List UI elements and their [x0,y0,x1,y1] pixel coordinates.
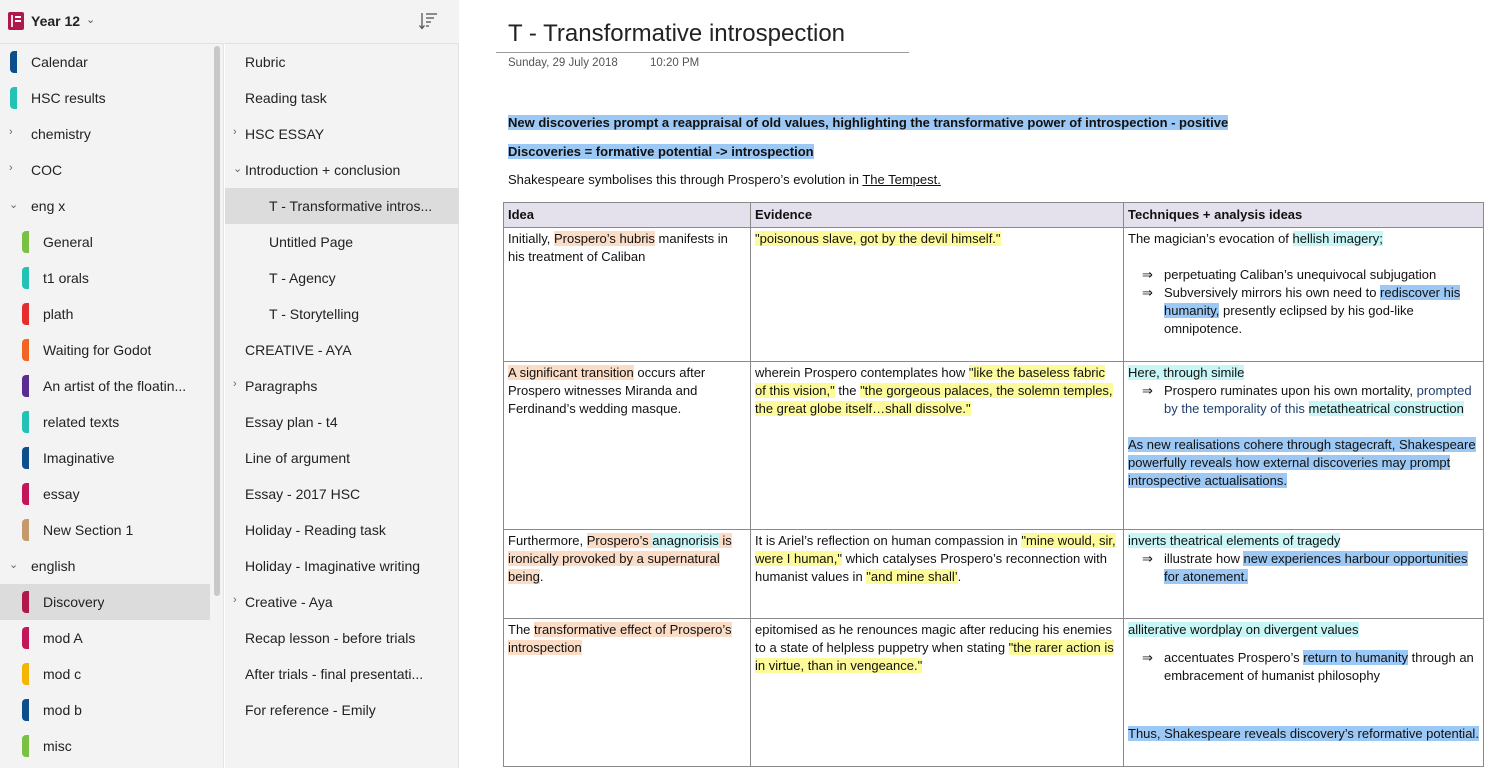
page-item-untitled-page[interactable] [225,224,459,260]
page-label: HSC ESSAY [245,126,325,142]
section-label: mod c [43,666,82,682]
chevron-down-icon[interactable]: ⌄ [86,14,96,26]
section-item-related-texts[interactable] [0,404,210,440]
notebook-icon [8,12,24,30]
page-item-paragraphs[interactable] [225,368,459,404]
page-label: Rubric [245,54,286,70]
page-item-holiday-reading-task[interactable] [225,512,459,548]
section-color-tab [22,591,29,613]
section-color-tab [22,663,29,685]
page-item-after-trials-final-presentati[interactable] [225,656,459,692]
section-item-new-section-1[interactable] [0,512,210,548]
cell-techniques[interactable]: inverts theatrical elements of tragedy ⇒ illustrate how new experiences harbour opportunities for atonement. [1124,530,1484,619]
cell-techniques[interactable]: alliterative wordplay on divergent values ⇒ accentuates Prospero’s return to humanity through an embracement of humanist philosophy Thus, Shakespeare reveals discovery’s reformative potential. [1124,619,1484,767]
section-label: misc [43,738,72,754]
section-item-discovery[interactable] [0,584,210,620]
section-label: chemistry [31,126,91,142]
page-label: T - Storytelling [269,306,359,322]
page-item-holiday-imaginative-writing[interactable] [225,548,459,584]
section-label: mod A [43,630,83,646]
page-label: Creative - Aya [245,594,333,610]
page-label: Holiday - Reading task [245,522,386,538]
chevron-right-icon[interactable]: › [233,126,237,138]
page-label: Reading task [245,90,327,106]
section-color-tab [22,483,29,505]
thesis-text: New discoveries prompt a reappraisal of old values, highlighting the transformative power of introspection - positive [508,115,1229,130]
arrow-icon: ⇒ [1142,551,1153,566]
section-item-general[interactable] [0,224,210,260]
section-item-english[interactable] [0,548,210,584]
page-item-line-of-argument[interactable] [225,440,459,476]
page-label: Essay plan - t4 [245,414,338,430]
arrow-icon: ⇒ [1142,267,1153,282]
page-item-recap-lesson-before-trials[interactable] [225,620,459,656]
chevron-right-icon[interactable]: › [233,378,237,390]
table-header-row [504,203,1484,228]
page-item-reading-task[interactable] [225,80,459,116]
section-item-waiting-for-godot[interactable] [0,332,210,368]
page-item-t-storytelling[interactable] [225,296,459,332]
page-item-creative-aya[interactable] [225,584,459,620]
cell-evidence[interactable]: epitomised as he renounces magic after reducing his enemies to a state of helpless puppetry when stating "the rarer action is in virtue, than in vengeance." [751,619,1124,767]
page-label: Introduction + conclusion [245,162,401,178]
section-label: COC [31,162,63,178]
chevron-right-icon[interactable]: › [9,126,13,138]
section-label: essay [43,486,80,502]
page-item-introduction-conclusion[interactable] [225,152,459,188]
section-label: english [31,558,76,574]
header-evidence: Evidence [751,203,1124,228]
section-color-tab [22,375,29,397]
table-row [504,530,1484,619]
section-label: t1 orals [43,270,89,286]
section-color-tab [22,699,29,721]
section-color-tab [22,231,29,253]
section-item-an-artist-of-the-floatin[interactable] [0,368,210,404]
arrow-icon: ⇒ [1142,285,1153,300]
chevron-right-icon[interactable]: › [9,162,13,174]
page-time: 10:20 PM [650,57,700,69]
page-item-rubric[interactable] [225,44,459,80]
table-row [504,619,1484,767]
title-underline [496,52,909,53]
thesis-line[interactable] [508,115,1228,130]
section-label: Imaginative [43,450,115,466]
section-label: Waiting for Godot [43,342,152,358]
discovery-line[interactable] [508,144,814,159]
notebook-title[interactable]: Year 12 [31,13,81,29]
section-item-mod-c[interactable] [0,656,210,692]
cell-evidence[interactable]: It is Ariel’s reflection on human compassion in "mine would, sir, were I human," which catalyses Prospero’s reconnection with humanist values in "and mine shall’. [751,530,1124,619]
page-item-t-agency[interactable] [225,260,459,296]
header-techniques: Techniques + analysis ideas [1124,203,1484,228]
cell-idea[interactable]: Initially, Prospero’s hubris manifests in his treatment of Caliban [504,228,751,362]
section-label: mod b [43,702,82,718]
page-label: T - Transformative intros... [269,198,433,214]
section-color-tab [10,51,17,73]
section-color-tab [22,735,29,757]
sort-icon[interactable] [419,11,439,31]
page-content[interactable] [460,0,1489,768]
section-color-tab [22,519,29,541]
section-item-essay[interactable] [0,476,210,512]
section-list [0,44,210,768]
cell-techniques[interactable]: The magician’s evocation of hellish imagery; ⇒ perpetuating Caliban’s unequivocal subjugation ⇒ Subversively mirrors his own need to rediscover his humanity, presently eclipsed by his god-like omnipotence. [1124,228,1484,362]
page-label: Paragraphs [245,378,318,394]
intro-line[interactable] [508,172,941,187]
section-label: HSC results [31,90,106,106]
section-color-tab [22,411,29,433]
table-row [504,228,1484,362]
chevron-down-icon[interactable]: ⌄ [9,559,19,571]
page-item-for-reference-emily[interactable] [225,692,459,728]
section-item-hsc-results[interactable] [0,80,210,116]
chevron-down-icon[interactable]: ⌄ [9,199,19,211]
scrollbar-thumb[interactable] [214,46,220,596]
section-item-eng-x[interactable] [0,188,210,224]
section-item-chemistry[interactable] [0,116,210,152]
page-label: Essay - 2017 HSC [245,486,361,502]
section-color-tab [22,267,29,289]
section-item-coc[interactable] [0,152,210,188]
page-item-creative-aya[interactable] [225,332,459,368]
page-item-essay-2017-hsc[interactable] [225,476,459,512]
text-title: The Tempest. [862,172,941,187]
section-label: related texts [43,414,120,430]
section-item-imaginative[interactable] [0,440,210,476]
page-label: Recap lesson - before trials [245,630,416,646]
arrow-icon: ⇒ [1142,383,1153,398]
page-label: For reference - Emily [245,702,376,718]
section-color-tab [22,627,29,649]
discovery-text: Discoveries = formative potential -> introspection [508,144,814,159]
page-label: CREATIVE - AYA [245,342,352,358]
cell-techniques[interactable]: Here, through simile ⇒ Prospero ruminates upon his own mortality, prompted by the temporality of this metatheatrical construction As new realisations cohere through stagecraft, Shakespeare powerfully reveals how external discoveries may prompt introspective actualisations. [1124,362,1484,530]
section-color-tab [22,339,29,361]
section-label: Calendar [31,54,88,70]
section-item-calendar[interactable] [0,44,210,80]
notebook-header [0,0,459,44]
section-label: eng x [31,198,66,214]
page-item-hsc-essay[interactable] [225,116,459,152]
page-item-t-transformative-intros[interactable] [225,188,459,224]
chevron-down-icon[interactable]: ⌄ [233,163,243,175]
page-label: T - Agency [269,270,336,286]
cell-idea[interactable]: The transformative effect of Prospero’s introspection [504,619,751,767]
section-label: New Section 1 [43,522,134,538]
cell-evidence[interactable]: wherein Prospero contemplates how "like the baseless fabric of this vision," the "the gorgeous palaces, the solemn temples, the great globe itself…shall dissolve." [751,362,1124,530]
page-label: After trials - final presentati... [245,666,424,682]
section-item-t1-orals[interactable] [0,260,210,296]
chevron-right-icon[interactable]: › [233,594,237,606]
cell-idea[interactable]: Furthermore, Prospero’s anagnorisis is ironically provoked by a supernatural being. [504,530,751,619]
section-item-mod-b[interactable] [0,692,210,728]
section-label: Discovery [43,594,105,610]
page-label: Holiday - Imaginative writing [245,558,421,574]
page-list [225,44,459,768]
page-item-essay-plan-t4[interactable] [225,404,459,440]
section-color-tab [22,303,29,325]
table-row [504,362,1484,530]
section-item-mod-a[interactable] [0,620,210,656]
intro-text: Shakespeare symbolises this through Prospero’s evolution in [508,172,863,187]
section-color-tab [22,447,29,469]
section-label: General [43,234,93,250]
arrow-icon: ⇒ [1142,650,1153,665]
header-idea: Idea [504,203,751,228]
analysis-table[interactable] [503,202,1484,767]
section-label: plath [43,306,74,322]
section-item-misc[interactable] [0,728,210,764]
page-date: Sunday, 29 July 2018 [508,57,618,69]
section-label: An artist of the floatin... [43,378,187,394]
section-item-plath[interactable] [0,296,210,332]
cell-idea[interactable]: A significant transition occurs after Prospero witnesses Miranda and Ferdinand’s wedding masque. [504,362,751,530]
page-title[interactable]: T - Transformative introspection [508,20,846,47]
page-label: Line of argument [245,450,351,466]
section-scrollbar[interactable] [210,44,224,768]
page-label: Untitled Page [269,234,354,250]
section-color-tab [10,87,17,109]
cell-evidence[interactable]: "poisonous slave, got by the devil himself." [751,228,1124,362]
